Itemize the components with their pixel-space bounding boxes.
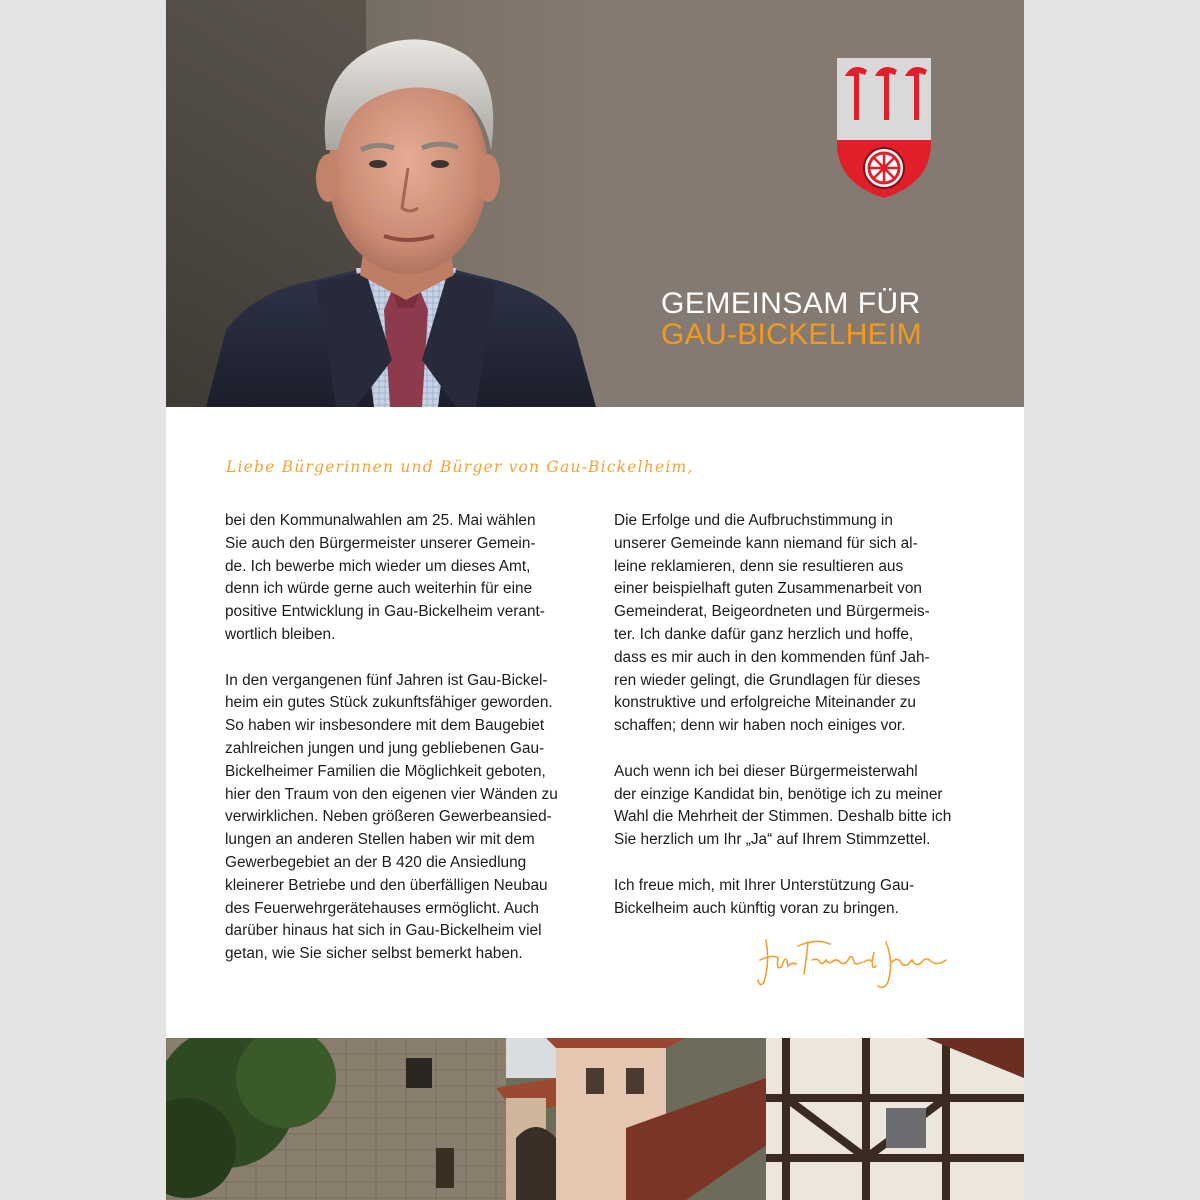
paragraph: bei den Kommunalwahlen am 25. Mai wählen Sie auch den Bürgermeister unserer Gemein- de. Ich bewerbe mich wieder um dieses Amt, denn ich würde gerne auch weiterhin für eine positive Entwicklung in Gau-Bickelheim verant- wortlich bleiben. xyxy=(225,512,545,643)
signature-icon xyxy=(756,932,956,992)
slogan xyxy=(661,288,971,350)
portrait-photo xyxy=(166,0,606,407)
flyer-page xyxy=(166,0,1024,1200)
slogan-line-1: GEMEINSAM FÜR xyxy=(661,287,921,320)
paragraph: Ich freue mich, mit Ihrer Unterstützung Gau- Bickelheim auch künftig voran zu bringen. xyxy=(614,876,915,917)
letter-greeting: Liebe Bürgerinnen und Bürger von Gau-Bickelheim, xyxy=(226,458,694,476)
paragraph: Auch wenn ich bei dieser Bürgermeisterwahl der einzige Kandidat bin, benötige ich zu meiner Wahl die Mehrheit der Stimmen. Deshalb bitte ich Sie herzlich um Ihr „Ja“ auf Ihrem Stimmzettel. xyxy=(614,762,952,849)
letter-column-left xyxy=(225,510,570,989)
paragraph: Die Erfolge und die Aufbruchstimmung in unserer Gemeinde kann niemand für sich al- leine reklamieren, denn sie resultieren aus einer beispielhaft guten Zusammenarbeit von Gemeinderat, Beigeordneten und Bürgermeis- ter. Ich danke dafür ganz herzlich und hoffe, dass es mir auch in den kommenden fünf Jah- ren wieder gelingt, die Grundlagen für dieses konstruktive und erfolgreiche Miteinander zu schaffen; denn wir haben noch einiges vor. xyxy=(614,512,930,735)
village-photo xyxy=(166,1038,1024,1200)
coat-of-arms-icon xyxy=(837,58,931,198)
letter-column-right xyxy=(614,510,959,943)
slogan-line-2: GAU-BICKELHEIM xyxy=(661,318,922,351)
header-banner xyxy=(166,0,1024,407)
paragraph: In den vergangenen fünf Jahren ist Gau-Bickel- heim ein gutes Stück zukunftsfähiger geworden. So haben wir insbesondere mit dem Baugebiet zahlreichen jungen und jung gebliebenen Gau- Bickelheimer Familien die Möglichkeit geboten, hier den Traum von den eigenen vier Wänden zu verwirklichen. Neben größeren Gewerbeansied- lungen an anderen Stellen haben wir mit dem Gewerbegebiet an der B 420 die Ansiedlung kleinerer Betriebe und den überfälligen Neubau des Feuerwehrgerätehauses ermöglicht. Auch darüber hinaus hat sich in Gau-Bickelheim viel getan, wie Sie sicher selbst bemerkt haben. xyxy=(225,671,558,963)
